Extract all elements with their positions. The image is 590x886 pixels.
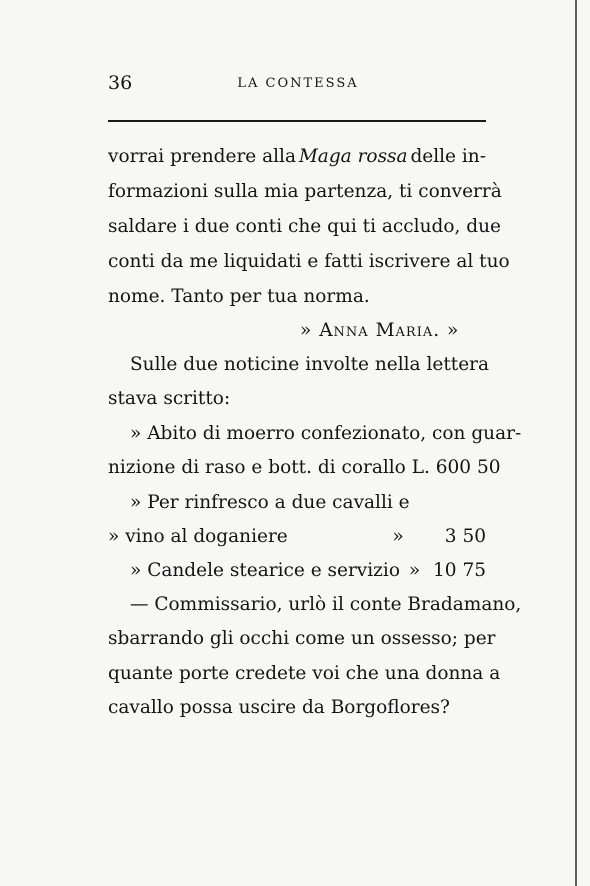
page-edge [572,0,580,886]
text-line: formazioni sulla mia partenza, ti converrà [108,181,502,202]
text-line: stava scritto: [108,388,231,409]
text-line: sbarrando gli occhi come un ossesso; per [108,628,496,649]
text-line: saldare i due conti che qui ti accludo, due [108,216,501,237]
text-line: nizione di raso e bott. di corallo L. 600 50 [108,457,501,478]
text-line: cavallo possa uscire da Borgoflores? [108,697,450,718]
page-header [108,72,488,96]
italic-title: Maga rossa [298,146,408,167]
text-line: vorrai prendere alla Maga rossa delle in- [108,144,486,170]
account-line: » vino al doganiere » 3 50 [108,526,486,547]
running-title: LA CONTESSA [237,76,359,91]
text-line: » Per rinfresco a due cavalli e [130,492,410,513]
account-line: » Candele stearice e servizio » 10 75 [130,560,486,581]
signature: » Anna Maria. » [300,320,460,341]
text-line: — Commissario, urlò il conte Bradamano, [130,594,522,615]
text-line: » Abito di moerro confezionato, con guar- [130,423,522,444]
header-rule [108,120,486,122]
text-line: quante porte credete voi che una donna a [108,663,501,684]
text-line: conti da me liquidati e fatti iscrivere al tuo [108,251,510,272]
page-number: 36 [108,72,133,94]
text-line: nome. Tanto per tua norma. [108,286,370,307]
text-line: Sulle due noticine involte nella lettera [130,354,490,375]
